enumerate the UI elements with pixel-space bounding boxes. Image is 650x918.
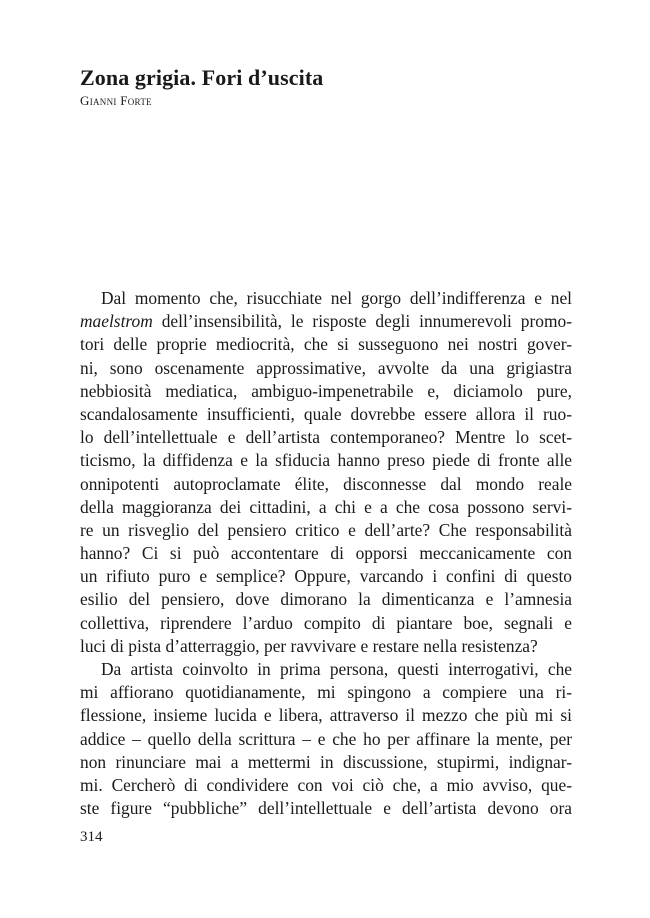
italic-term: maelstrom [80, 311, 153, 332]
chapter-author: Gianni Forte [80, 93, 152, 108]
text-line: collettiva, riprendere l’arduo compito di piantare boe, segnali e [80, 612, 572, 633]
text-line: un rifiuto puro e semplice? Oppure, varcando i confini di questo [80, 566, 572, 587]
text-line: della maggioranza dei cittadini, a chi e a che cosa possono servi- [80, 496, 572, 517]
page-number: 314 [80, 829, 103, 845]
text-line: maelstrom dell’insensibilità, le risposte degli innumerevoli promo- [80, 311, 572, 332]
body-text [80, 287, 572, 820]
text-line: hanno? Ci si può accontentare di opporsi meccanicamente con [80, 543, 572, 564]
text-line: ni, sono oscenamente approssimative, avvolte da una grigiastra [80, 357, 572, 378]
text-line: ste figure “pubbliche” dell’intellettuale e dell’artista devono ora [80, 798, 572, 819]
text-line: nebbiosità mediatica, ambiguo-impenetrabile e, diciamolo pure, [80, 380, 572, 401]
text-line: re un risveglio del pensiero critico e dell’arte? Che responsabilità [80, 519, 572, 540]
text-line: mi affiorano quotidianamente, mi spingono a compiere una ri- [80, 682, 572, 703]
text-line: mi. Cercherò di condividere con voi ciò che, a mio avviso, que- [80, 774, 572, 795]
text-line: non rinunciare mai a mettermi in discussione, stupirmi, indignar- [80, 751, 572, 772]
text-line: esilio del pensiero, dove dimorano la dimenticanza e l’amnesia [80, 589, 572, 610]
text-line: Da artista coinvolto in prima persona, questi interrogativi, che [101, 659, 572, 679]
text-line: Dal momento che, risucchiate nel gorgo dell’indifferenza e nel [101, 288, 572, 308]
text-line: addice – quello della scrittura – e che ho per affinare la mente, per [80, 728, 572, 749]
text-line: scandalosamente insufficienti, quale dovrebbe essere allora il ruo- [80, 403, 572, 424]
chapter-title: Zona grigia. Fori d’uscita [80, 65, 324, 90]
text-line: tori delle proprie mediocrità, che si susseguono nei nostri gover- [80, 334, 572, 355]
text-line: ticismo, la diffidenza e la sfiducia hanno preso piede di fronte alle [80, 450, 572, 471]
text-line: lo dell’intellettuale e dell’artista contemporaneo? Mentre lo scet- [80, 427, 572, 448]
text-line: flessione, insieme lucida e libera, attraverso il mezzo che più mi si [80, 705, 572, 726]
text-line: luci di pista d’atterraggio, per ravvivare e restare nella resistenza? [80, 635, 538, 656]
text-line: onnipotenti autoproclamate élite, disconnesse dal mondo reale [80, 473, 572, 494]
